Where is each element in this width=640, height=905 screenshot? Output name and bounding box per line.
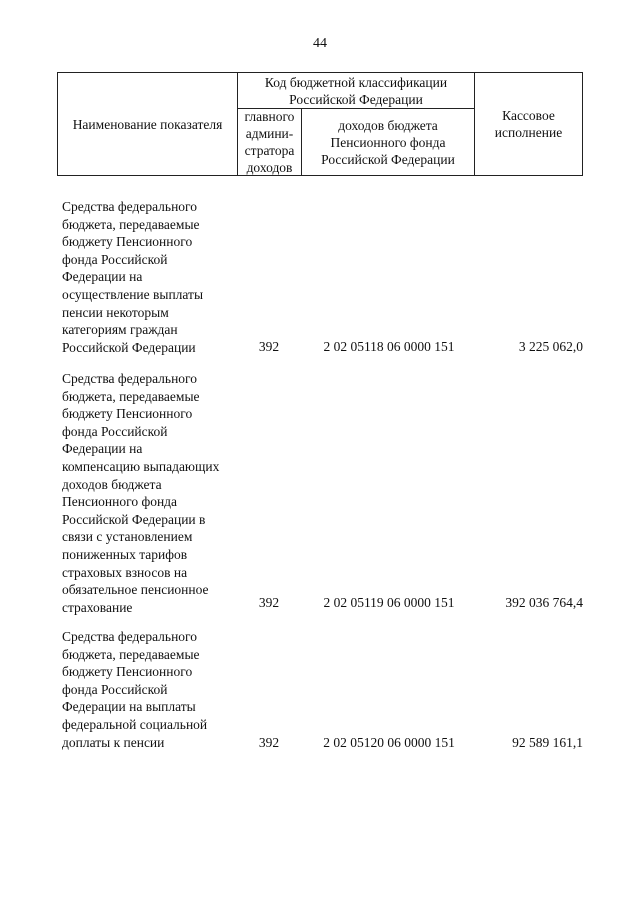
row-cash-amount: 92 589 161,1 [512, 735, 583, 751]
row-indicator-name: Средства федерального бюджета, передаваемые бюджету Пенсионного фонда Российской Федерации на осуществление выплаты пенсии некоторым категориям граждан Российской Федерации [62, 199, 204, 355]
row-admin-code: 392 [258, 595, 280, 611]
row-classification-code: 2 02 05119 06 0000 151 [323, 595, 455, 611]
page-number: 44 [313, 36, 327, 51]
header-chief-administrator: главного админи-стратора доходов [238, 109, 302, 175]
header-indicator-name: Наименование показателя [58, 73, 238, 175]
row-cash-amount: 392 036 764,4 [505, 595, 583, 611]
header-budget-classification-code: Код бюджетной классификации Российской Федерации [238, 73, 474, 109]
row-classification-code: 2 02 05120 06 0000 151 [323, 735, 455, 751]
table-row [57, 370, 583, 615]
row-admin-code: 392 [258, 339, 280, 355]
table-row [57, 198, 583, 356]
row-admin-code: 392 [258, 735, 280, 751]
row-indicator-name: Средства федерального бюджета, передаваемые бюджету Пенсионного фонда Российской Федерации на компенсацию выпадающих доходов бюджета Пенсионного фонда Российской Федерации в связи с установлением пониженных тарифов страховых взносов на обязательное пенсионное страхование [62, 371, 220, 615]
row-classification-code: 2 02 05118 06 0000 151 [323, 339, 455, 355]
table-header [57, 72, 583, 176]
row-indicator-name: Средства федерального бюджета, передаваемые бюджету Пенсионного фонда Российской Федерации на выплаты федеральной социальной доплаты к пенсии [62, 629, 208, 750]
row-cash-amount: 3 225 062,0 [518, 339, 583, 355]
header-cash-execution: Кассовое исполнение [474, 73, 582, 175]
table-row [57, 628, 583, 752]
header-pension-fund-income: доходов бюджета Пенсионного фонда Российской Федерации [321, 117, 455, 167]
